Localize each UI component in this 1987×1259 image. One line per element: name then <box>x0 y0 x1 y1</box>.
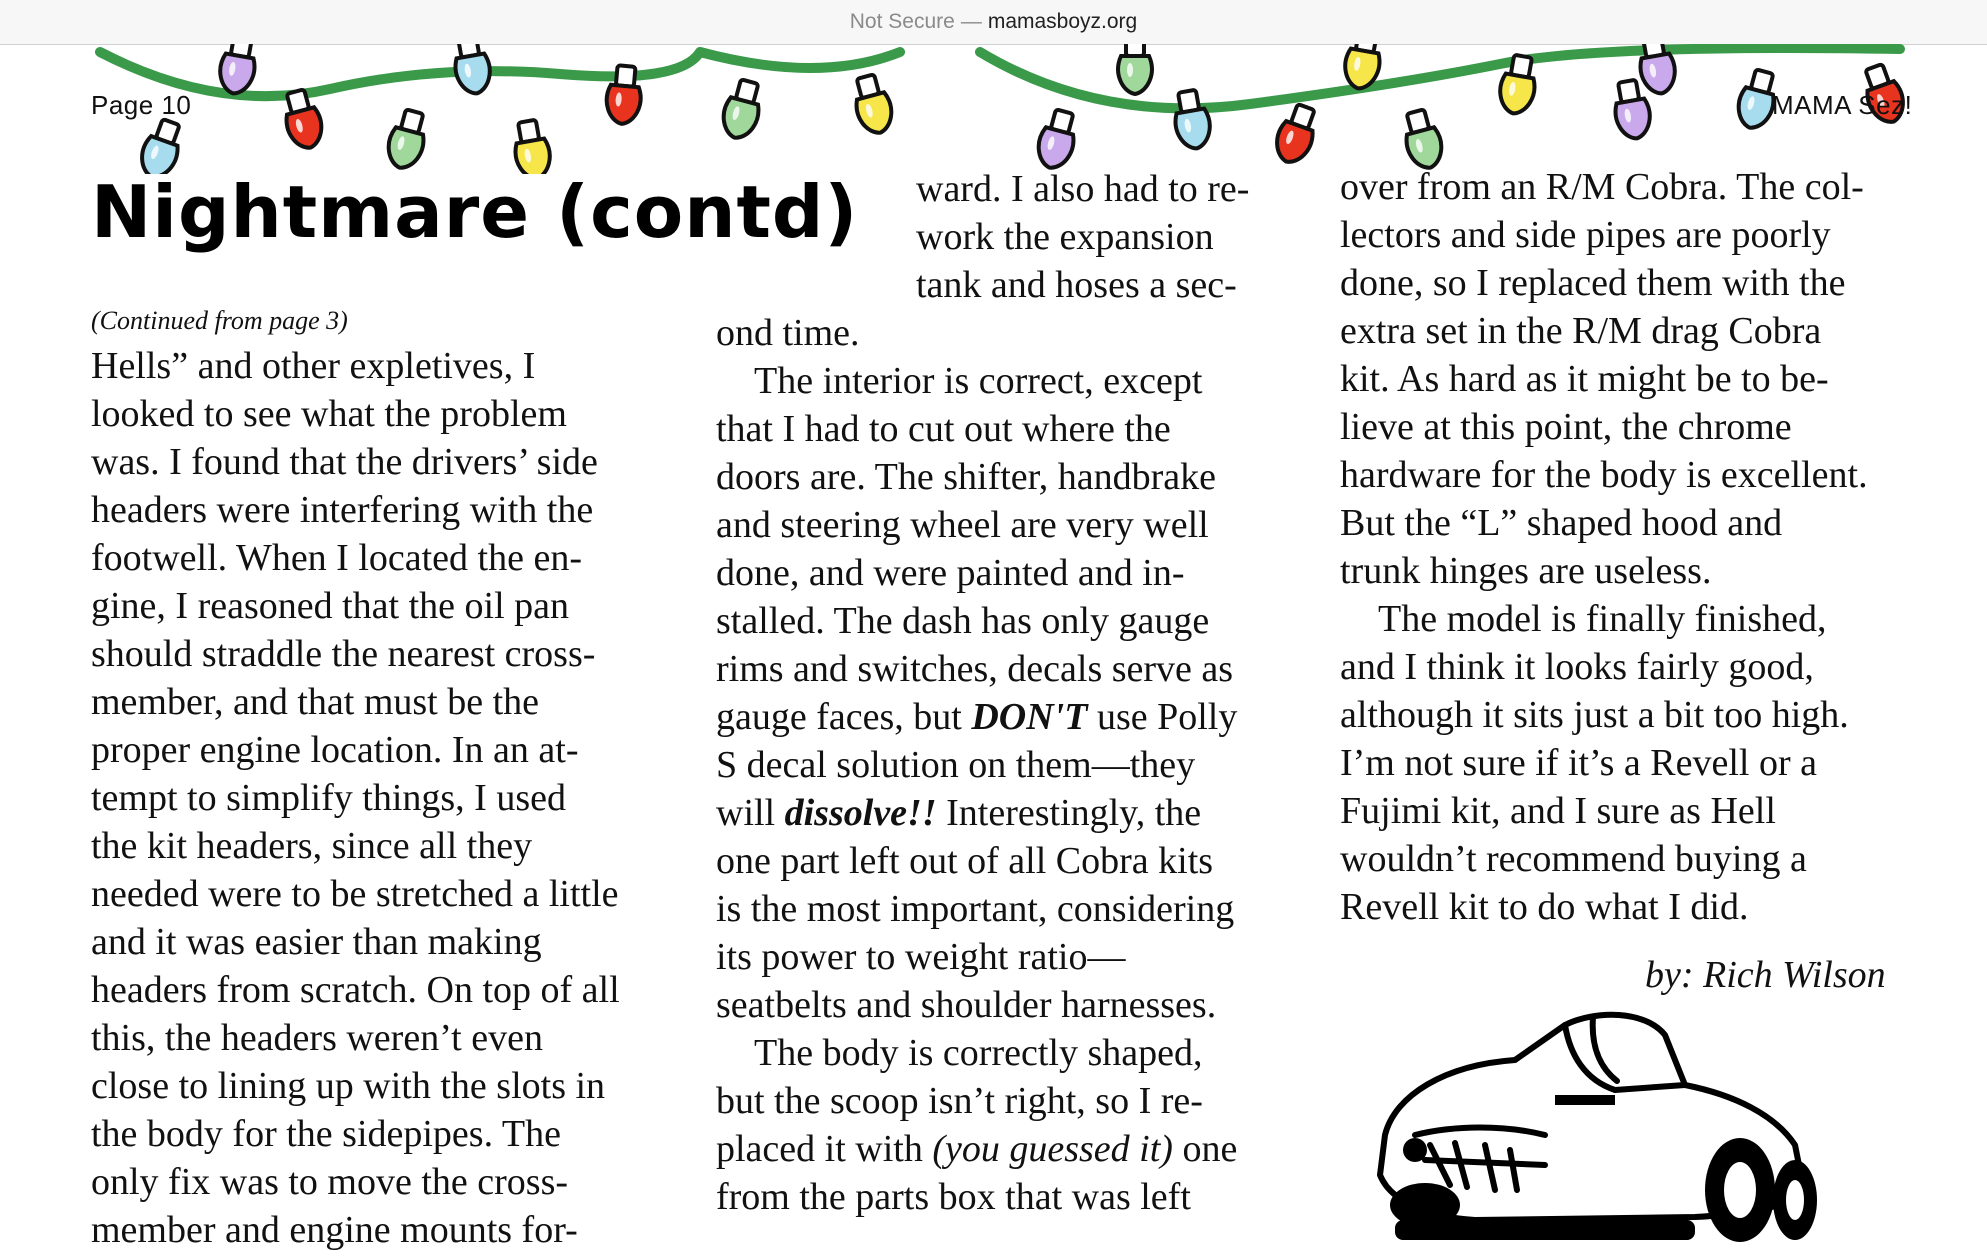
light-bulb-icon <box>1270 101 1322 167</box>
text-line: lectors and side pipes are poorly <box>1340 214 1831 256</box>
text-line: was. I found that the drivers’ side <box>91 441 598 483</box>
text-line: tank and hoses a sec- <box>916 264 1237 306</box>
christmas-lights-decoration <box>0 44 1987 174</box>
security-label: Not Secure <box>849 10 955 33</box>
text-line: the body for the sidepipes. The <box>91 1113 561 1155</box>
text-line: headers were interfering with the <box>91 489 594 531</box>
text-line: hardware for the body is excellent. <box>1340 454 1868 496</box>
address-bar[interactable] <box>0 0 1987 45</box>
text-line: although it sits just a bit too high. <box>1340 694 1849 736</box>
light-bulb-icon <box>383 107 431 172</box>
text-line: member, and that must be the <box>91 681 540 723</box>
text-line: lieve at this point, the chrome <box>1340 406 1792 448</box>
text-line: needed were to be stretched a little <box>91 873 619 915</box>
text-line: wouldn’t recommend buying a <box>1340 838 1807 880</box>
text-segment: Interestingly, the <box>936 792 1202 834</box>
emphasis-text: DON'T <box>971 696 1088 738</box>
text-line <box>716 693 1237 741</box>
paragraph-start-line: The interior is correct, except <box>754 360 1203 402</box>
light-bulb-icon <box>1118 44 1152 94</box>
light-bulb-icon <box>510 118 553 174</box>
text-line: ward. I also had to re- <box>916 168 1250 210</box>
text-line: but the scoop isn’t right, so I re- <box>716 1080 1203 1122</box>
text-line: footwell. When I located the en- <box>91 537 582 579</box>
cobra-car-sketch <box>1355 985 1835 1255</box>
text-line: its power to weight ratio— <box>716 936 1126 978</box>
text-line: gine, I reasoned that the oil pan <box>91 585 570 627</box>
light-bulb-icon <box>1170 88 1213 151</box>
text-line: and it was easier than making <box>91 921 542 963</box>
text-line: tempt to simplify things, I used <box>91 777 566 819</box>
text-line <box>716 1125 1237 1173</box>
light-bulb-icon <box>450 44 493 96</box>
light-bulb-icon <box>1033 107 1081 172</box>
text-line: that I had to cut out where the <box>716 408 1171 450</box>
article-column-2-top <box>916 165 1249 309</box>
text-line: Revell kit to do what I did. <box>1340 886 1749 928</box>
text-line: S decal solution on them—they <box>716 744 1196 786</box>
text-line: doors are. The shifter, handbrake <box>716 456 1217 498</box>
light-bulb-icon <box>849 72 897 137</box>
url-domain: mamasboyz.org <box>987 10 1138 33</box>
text-segment: placed it with <box>716 1128 933 1170</box>
text-line: member and engine mounts for- <box>91 1209 578 1251</box>
newsletter-name: MAMA Sez! <box>1772 90 1913 120</box>
italic-text: (you guessed it) <box>932 1128 1173 1170</box>
page-number: Page 10 <box>91 90 192 120</box>
text-line: I’m not sure if it’s a Revell or a <box>1340 742 1817 784</box>
separator: — <box>960 10 982 33</box>
author-byline: by: Rich Wilson <box>1645 954 1886 996</box>
continued-note: (Continued from page 3) <box>91 306 348 335</box>
text-line: from the parts box that was left <box>716 1176 1191 1218</box>
text-segment: one <box>1172 1128 1238 1170</box>
paragraph-start-line: The body is correctly shaped, <box>754 1032 1203 1074</box>
text-line: this, the headers weren’t even <box>91 1017 543 1059</box>
text-line: kit. As hard as it might be to be- <box>1340 358 1829 400</box>
text-line: and I think it looks fairly good, <box>1340 646 1814 688</box>
text-line: headers from scratch. On top of all <box>91 969 620 1011</box>
text-segment: will <box>716 792 785 834</box>
text-line: stalled. The dash has only gauge <box>716 600 1210 642</box>
text-line: over from an R/M Cobra. The col- <box>1340 166 1864 208</box>
text-line: looked to see what the problem <box>91 393 567 435</box>
text-line: is the most important, considering <box>716 888 1235 930</box>
text-line: Hells” and other expletives, I <box>91 345 536 387</box>
text-line: done, and were painted and in- <box>716 552 1185 594</box>
text-line: rims and switches, decals serve as <box>716 648 1234 690</box>
light-bulb-icon <box>279 87 327 152</box>
text-line <box>716 789 1237 837</box>
text-line: one part left out of all Cobra kits <box>716 840 1214 882</box>
text-segment: use Polly <box>1087 696 1238 738</box>
text-line: extra set in the R/M drag Cobra <box>1340 310 1822 352</box>
text-line: proper engine location. In an at- <box>91 729 579 771</box>
article-column-2 <box>716 309 1237 1221</box>
article-column-1 <box>91 342 620 1254</box>
text-line: only fix was to move the cross- <box>91 1161 569 1203</box>
text-line: the kit headers, since all they <box>91 825 533 867</box>
text-line: close to lining up with the slots in <box>91 1065 606 1107</box>
text-line: should straddle the nearest cross- <box>91 633 596 675</box>
paragraph-start-line: The model is finally finished, <box>1378 598 1827 640</box>
text-line: But the “L” shaped hood and <box>1340 502 1783 544</box>
article-title: Nightmare (contd) <box>91 170 859 254</box>
text-line: ond time. <box>716 312 860 354</box>
text-line: Fujimi kit, and I sure as Hell <box>1340 790 1776 832</box>
light-bulb-icon <box>718 77 766 142</box>
text-line: trunk hinges are useless. <box>1340 550 1712 592</box>
text-line: and steering wheel are very well <box>716 504 1209 546</box>
text-line: seatbelts and shoulder harnesses. <box>716 984 1217 1026</box>
article-column-3 <box>1340 163 1868 931</box>
text-segment: gauge faces, but <box>716 696 972 738</box>
text-line: work the expansion <box>916 216 1214 258</box>
emphasis-text: dissolve!! <box>784 792 937 834</box>
text-line: done, so I replaced them with the <box>1340 262 1846 304</box>
light-bulb-icon <box>135 116 187 174</box>
